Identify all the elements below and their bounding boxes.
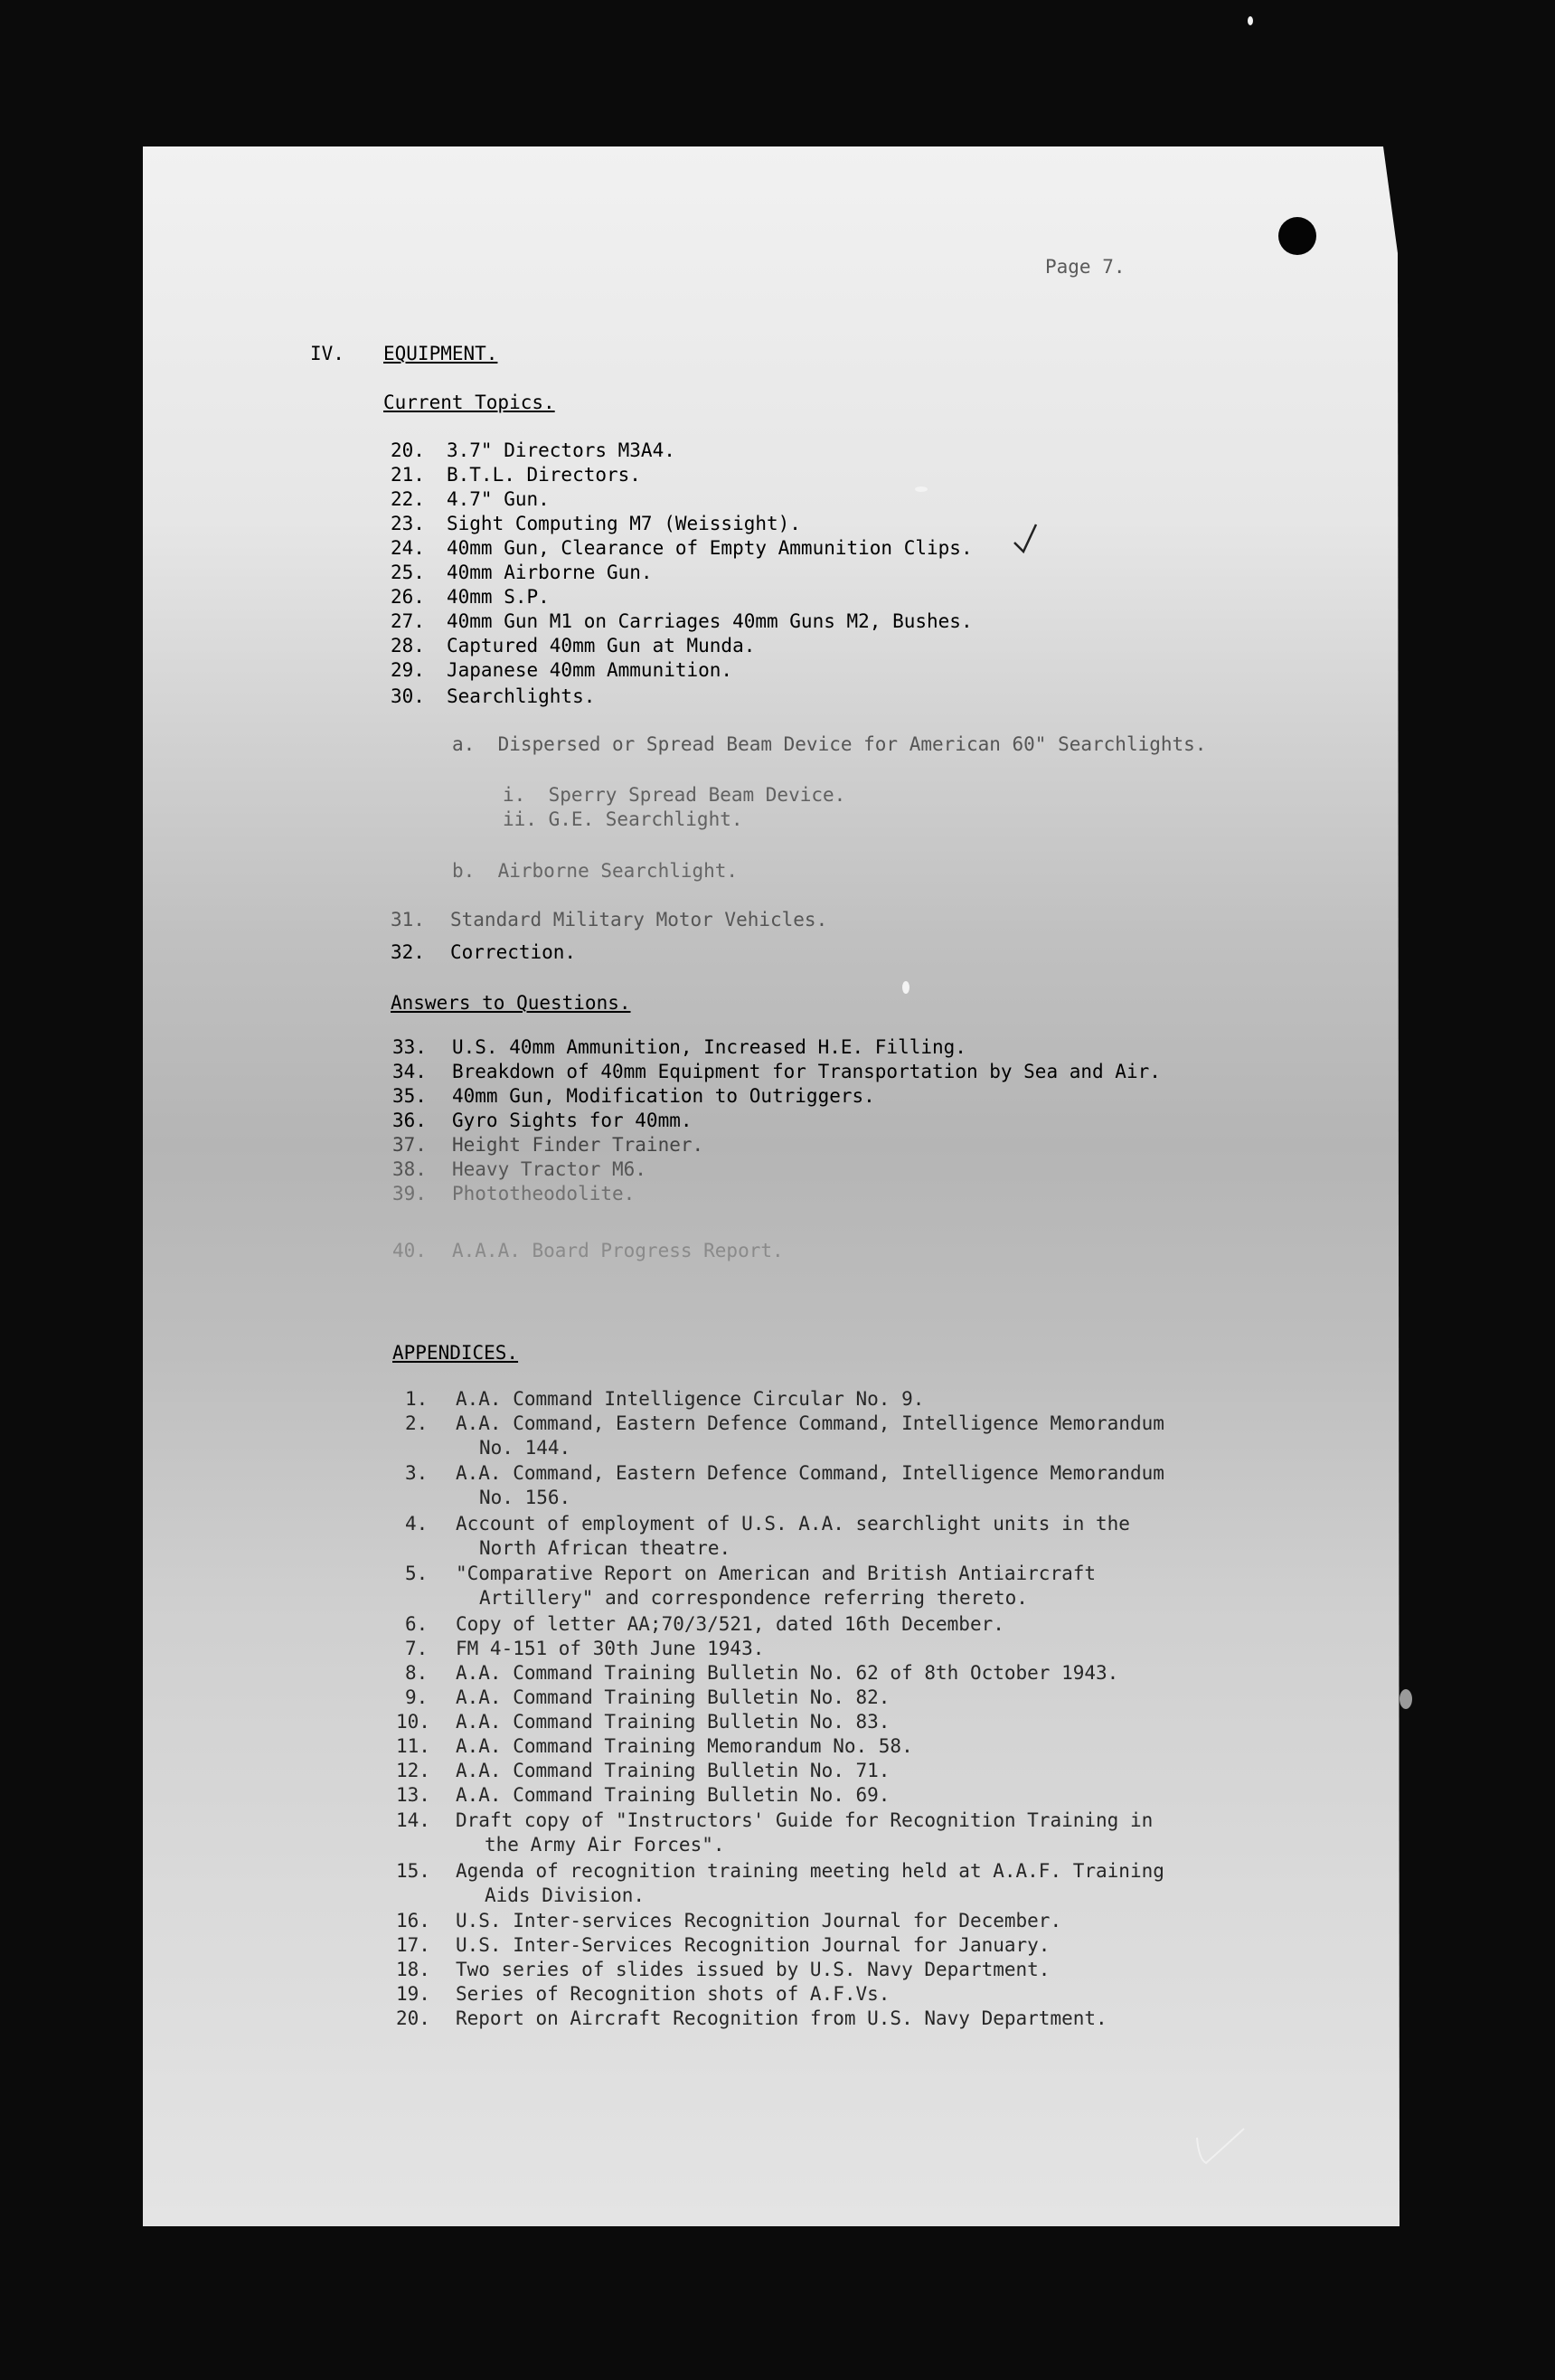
list-item-continuation: the Army Air Forces". [485, 1834, 725, 1856]
list-item: 40mm Gun, Modification to Outriggers. [452, 1085, 875, 1107]
list-item-number: 22. [391, 488, 425, 510]
list-item: Series of Recognition shots of A.F.Vs. [456, 1983, 891, 2005]
list-item: A.A. Command, Eastern Defence Command, Intelligence Memorandum [456, 1462, 1164, 1484]
list-item: 40mm Gun, Clearance of Empty Ammunition Clips. [447, 537, 973, 559]
list-item-number: 39. [392, 1183, 427, 1204]
list-item: Captured 40mm Gun at Munda. [447, 635, 756, 656]
list-item-continuation: No. 156. [479, 1487, 571, 1508]
list-item: A.A. Command Training Bulletin No. 69. [456, 1784, 891, 1806]
list-item-number: 30. [391, 685, 425, 707]
list-item: Searchlights. [447, 685, 596, 707]
list-item-number: 6. [405, 1613, 429, 1635]
list-item: B.T.L. Directors. [447, 464, 641, 486]
list-item: Sight Computing M7 (Weissight). [447, 513, 801, 534]
list-item-number: 18. [396, 1959, 430, 1980]
page-number: Page 7. [1045, 256, 1126, 278]
list-item: Two series of slides issued by U.S. Navy Department. [456, 1959, 1051, 1980]
list-item-number: 38. [392, 1158, 427, 1180]
list-item-number: 2. [405, 1412, 429, 1434]
list-item: 4.7" Gun. [447, 488, 550, 510]
current-topics-heading: Current Topics. [383, 392, 555, 413]
speck [1400, 1689, 1412, 1709]
list-item-number: 28. [391, 635, 425, 656]
list-item: Heavy Tractor M6. [452, 1158, 646, 1180]
list-item: Correction. [450, 941, 577, 963]
list-item: U.S. Inter-Services Recognition Journal for January. [456, 1934, 1051, 1956]
speck [915, 486, 928, 492]
list-item-number: 4. [405, 1513, 429, 1535]
appendices-heading: APPENDICES. [392, 1342, 519, 1364]
list-item-number: 1. [405, 1388, 429, 1410]
list-item: Height Finder Trainer. [452, 1134, 704, 1156]
sub-item-ii: ii. G.E. Searchlight. [503, 808, 743, 830]
list-item-number: 13. [396, 1784, 430, 1806]
punch-hole [1278, 217, 1316, 255]
list-item: 40mm Airborne Gun. [447, 562, 653, 583]
list-item-number: 26. [391, 586, 425, 608]
list-item: A.A. Command Training Bulletin No. 62 of 8th October 1943. [456, 1662, 1119, 1684]
check-mark-icon [1013, 521, 1045, 557]
list-item-number: 7. [405, 1638, 429, 1659]
list-item: Report on Aircraft Recognition from U.S. Navy Department. [456, 2007, 1107, 2029]
list-item: A.A. Command Training Bulletin No. 71. [456, 1760, 891, 1781]
list-item-number: 40. [392, 1240, 427, 1261]
list-item-number: 33. [392, 1036, 427, 1058]
list-item: A.A.A. Board Progress Report. [452, 1240, 784, 1261]
list-item-number: 37. [392, 1134, 427, 1156]
list-item: "Comparative Report on American and British Antiaircraft [456, 1563, 1097, 1584]
list-item: Copy of letter AA;70/3/521, dated 16th December. [456, 1613, 1004, 1635]
list-item: Draft copy of "Instructors' Guide for Recognition Training in [456, 1809, 1154, 1831]
list-item-number: 36. [392, 1110, 427, 1131]
list-item-continuation: North African theatre. [479, 1537, 731, 1559]
list-item-number: 31. [391, 909, 425, 930]
list-item-number: 16. [396, 1910, 430, 1931]
list-item-number: 35. [392, 1085, 427, 1107]
list-item-number: 3. [405, 1462, 429, 1484]
list-item: Phototheodolite. [452, 1183, 636, 1204]
list-item-number: 9. [405, 1686, 429, 1708]
list-item: A.A. Command Training Bulletin No. 83. [456, 1711, 891, 1733]
pencil-tick-icon [1193, 2123, 1248, 2168]
list-item-number: 24. [391, 537, 425, 559]
list-item-continuation: No. 144. [479, 1437, 571, 1459]
list-item-number: 14. [396, 1809, 430, 1831]
list-item-number: 19. [396, 1983, 430, 2005]
list-item-number: 32. [391, 941, 425, 963]
list-item: FM 4-151 of 30th June 1943. [456, 1638, 765, 1659]
speck [902, 981, 909, 994]
list-item: Account of employment of U.S. A.A. searchlight units in the [456, 1513, 1130, 1535]
list-item: Gyro Sights for 40mm. [452, 1110, 693, 1131]
list-item-continuation: Aids Division. [485, 1884, 646, 1906]
list-item-number: 10. [396, 1711, 430, 1733]
list-item-number: 34. [392, 1061, 427, 1082]
list-item: Japanese 40mm Ammunition. [447, 659, 733, 681]
list-item-number: 5. [405, 1563, 429, 1584]
list-item-number: 23. [391, 513, 425, 534]
sub-item-b: b. Airborne Searchlight. [452, 860, 739, 882]
list-item: 40mm S.P. [447, 586, 550, 608]
list-item-number: 12. [396, 1760, 430, 1781]
list-item-number: 27. [391, 610, 425, 632]
list-item-number: 15. [396, 1860, 430, 1882]
list-item: Agenda of recognition training meeting held at A.A.F. Training [456, 1860, 1164, 1882]
list-item-number: 17. [396, 1934, 430, 1956]
list-item: 3.7" Directors M3A4. [447, 439, 675, 461]
list-item-number: 29. [391, 659, 425, 681]
list-item: U.S. Inter-services Recognition Journal for December. [456, 1910, 1062, 1931]
list-item-number: 8. [405, 1662, 429, 1684]
list-item: A.A. Command Intelligence Circular No. 9. [456, 1388, 925, 1410]
list-item: Standard Military Motor Vehicles. [450, 909, 828, 930]
list-item-continuation: Artillery" and correspondence referring thereto. [479, 1587, 1028, 1609]
list-item: 40mm Gun M1 on Carriages 40mm Guns M2, Bushes. [447, 610, 973, 632]
list-item-number: 21. [391, 464, 425, 486]
list-item: A.A. Command Training Memorandum No. 58. [456, 1735, 913, 1757]
section-title: EQUIPMENT. [383, 343, 498, 364]
answers-heading: Answers to Questions. [391, 992, 631, 1014]
list-item-number: 20. [391, 439, 425, 461]
list-item-number: 20. [396, 2007, 430, 2029]
speck [1248, 16, 1253, 25]
list-item: U.S. 40mm Ammunition, Increased H.E. Filling. [452, 1036, 966, 1058]
list-item-number: 25. [391, 562, 425, 583]
sub-item-i: i. Sperry Spread Beam Device. [503, 784, 846, 806]
list-item: A.A. Command, Eastern Defence Command, Intelligence Memorandum [456, 1412, 1164, 1434]
list-item: Breakdown of 40mm Equipment for Transportation by Sea and Air. [452, 1061, 1161, 1082]
section-numeral: IV. [310, 343, 344, 364]
list-item-number: 11. [396, 1735, 430, 1757]
list-item: A.A. Command Training Bulletin No. 82. [456, 1686, 891, 1708]
sub-item-a: a. Dispersed or Spread Beam Device for American 60" Searchlights. [452, 733, 1207, 755]
